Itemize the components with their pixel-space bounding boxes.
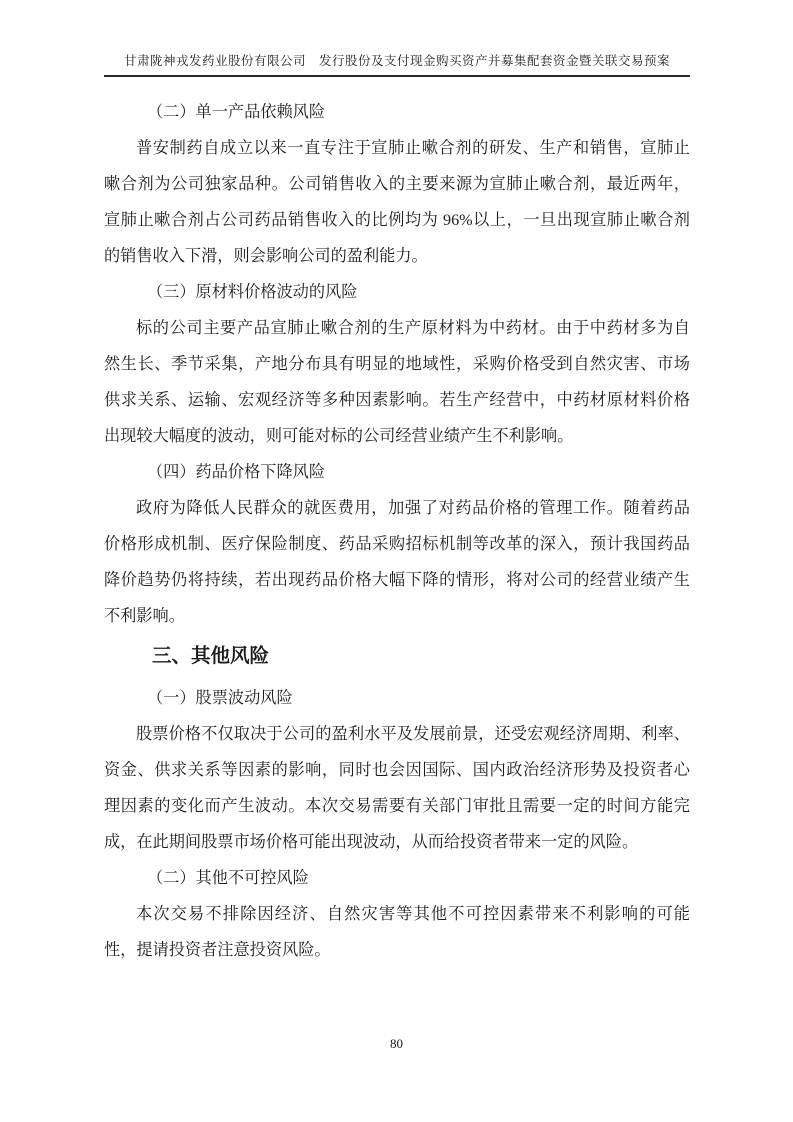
- paragraph: [104, 490, 690, 634]
- section-heading: 三、其他风险: [152, 646, 270, 667]
- subsection-heading: （一）股票波动风险: [147, 689, 293, 707]
- paragraph-line: 降价趋势仍将持续，若出现药品价格大幅下降的情形，将对公司的经营业绩产生: [104, 571, 690, 589]
- paragraph-line: 供求关系、运输、宏观经济等多种因素影响。若生产经营中，中药材原材料价格: [104, 391, 690, 409]
- document-body: [104, 94, 690, 968]
- paragraph: [104, 896, 690, 968]
- paragraph-line: 的销售收入下滑，则会影响公司的盈利能力。: [104, 247, 428, 265]
- paragraph-line: 普安制药自成立以来一直专注于宣肺止嗽合剂的研发、生产和销售，宣肺止: [136, 139, 690, 157]
- paragraph-line: 标的公司主要产品宣肺止嗽合剂的生产原材料为中药材。由于中药材多为自: [136, 319, 690, 337]
- paragraph-line: 理因素的变化而产生波动。本次交易需要有关部门审批且需要一定的时间方能完: [104, 797, 690, 815]
- running-header: 甘肃陇神戎发药业股份有限公司 发行股份及支付现金购买资产并募集配套资金暨关联交易预案: [104, 50, 690, 77]
- paragraph-line: 价格形成机制、医疗保险制度、药品采购招标机制等改革的深入，预计我国药品: [104, 535, 690, 553]
- page-number: 80: [390, 1036, 403, 1051]
- paragraph-line: 政府为降低人民群众的就医费用，加强了对药品价格的管理工作。随着药品: [136, 499, 690, 517]
- subsection-heading: （二）其他不可控风险: [147, 869, 309, 887]
- paragraph-line: 资金、供求关系等因素的影响，同时也会因国际、国内政治经济形势及投资者心: [104, 761, 690, 779]
- subsection-heading: （二）单一产品依赖风险: [147, 103, 326, 121]
- paragraph-line: 性，提请投资者注意投资风险。: [104, 941, 331, 959]
- paragraph: [104, 716, 690, 860]
- paragraph-line: 成，在此期间股票市场价格可能出现波动，从而给投资者带来一定的风险。: [104, 833, 639, 851]
- paragraph-line: 本次交易不排除因经济、自然灾害等其他不可控因素带来不利影响的可能: [136, 905, 690, 923]
- paragraph-line: 不利影响。: [104, 607, 185, 625]
- subsection-heading: （三）原材料价格波动的风险: [147, 283, 358, 301]
- paragraph-line: 宣肺止嗽合剂占公司药品销售收入的比例均为 96%以上，一旦出现宣肺止嗽合剂: [104, 211, 690, 229]
- paragraph-line: 嗽合剂为公司独家品种。公司销售收入的主要来源为宣肺止嗽合剂，最近两年，: [104, 175, 690, 193]
- paragraph: [104, 310, 690, 454]
- paragraph: [104, 130, 690, 274]
- paragraph-line: 出现较大幅度的波动，则可能对标的公司经营业绩产生不利影响。: [104, 427, 574, 445]
- subsection-heading: （四）药品价格下降风险: [147, 463, 326, 481]
- paragraph-line: 然生长、季节采集，产地分布具有明显的地域性，采购价格受到自然灾害、市场: [104, 355, 690, 373]
- paragraph-line: 股票价格不仅取决于公司的盈利水平及发展前景，还受宏观经济周期、利率、: [136, 725, 690, 743]
